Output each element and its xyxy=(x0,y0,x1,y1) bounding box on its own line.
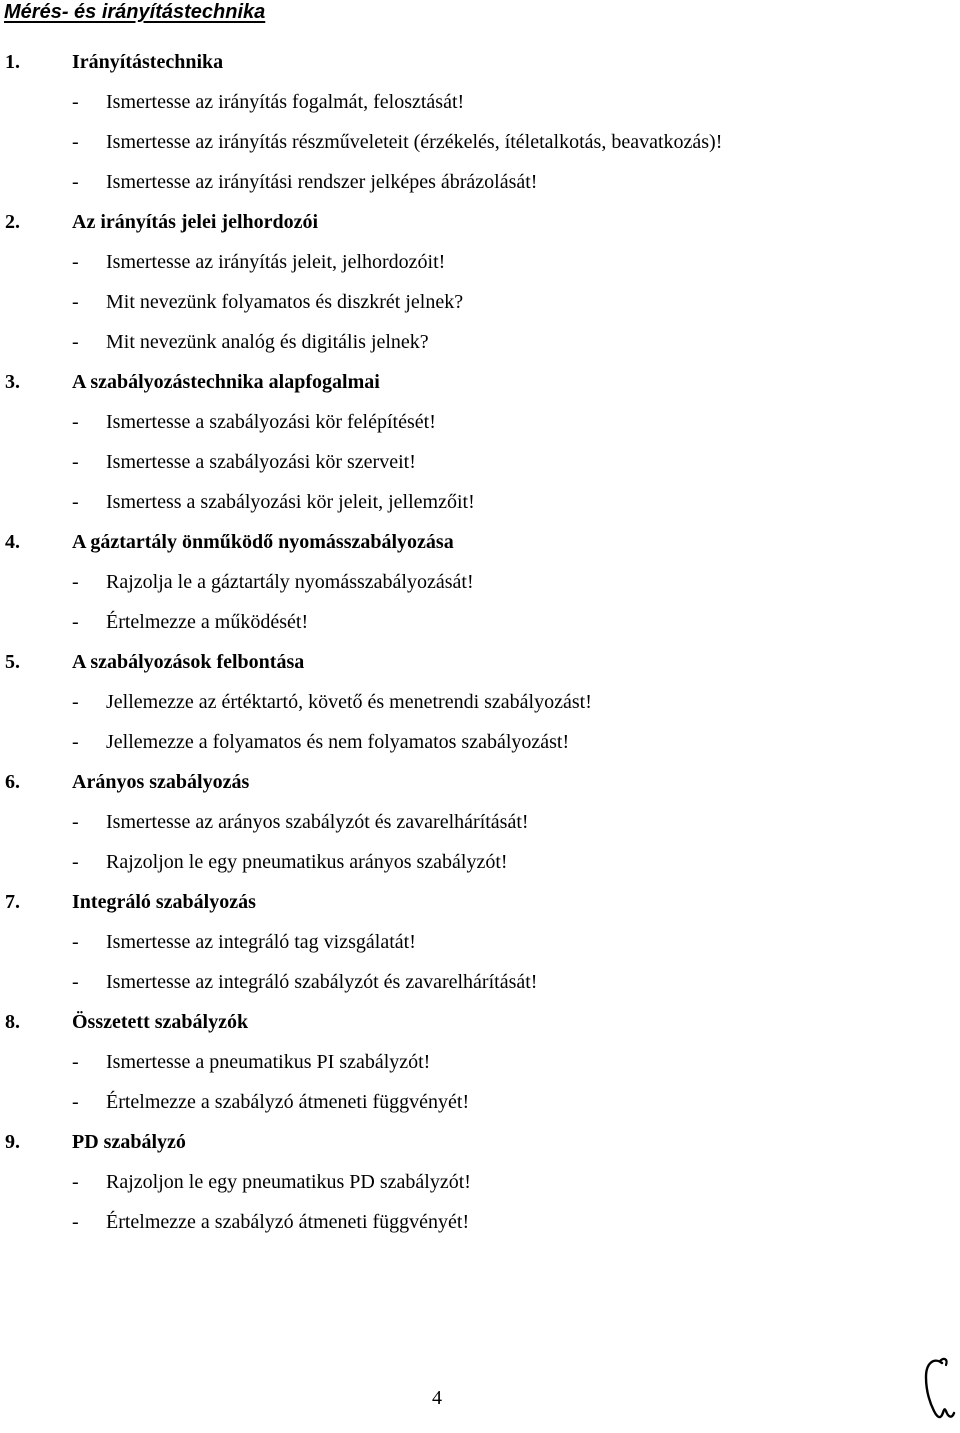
section-heading xyxy=(0,1002,960,1042)
list-item-text: Mit nevezünk analóg és digitális jelnek? xyxy=(106,331,429,353)
list-item-text: Ismertesse a szabályozási kör felépítését! xyxy=(106,411,436,433)
list-item-text: Ismertesse az integráló tag vizsgálatát! xyxy=(106,931,416,953)
section-number: 4. xyxy=(5,531,20,553)
list-item-text: Értelmezze a szabályzó átmeneti függvényét! xyxy=(106,1211,470,1233)
list-item-text: Ismertesse a szabályozási kör szerveit! xyxy=(106,451,416,473)
list-item xyxy=(0,282,960,322)
list-item xyxy=(0,962,960,1002)
bullet-dash: - xyxy=(72,571,79,593)
list-item xyxy=(0,602,960,642)
list-item-text: Ismertesse a pneumatikus PI szabályzót! xyxy=(106,1051,431,1073)
list-item xyxy=(0,442,960,482)
section-title: A szabályozástechnika alapfogalmai xyxy=(72,371,380,393)
bullet-dash: - xyxy=(72,251,79,273)
list-item-text: Rajzoljon le egy pneumatikus arányos szabályzót! xyxy=(106,851,508,873)
bullet-dash: - xyxy=(72,971,79,993)
list-item xyxy=(0,802,960,842)
section-number: 1. xyxy=(5,51,20,73)
bullet-dash: - xyxy=(72,931,79,953)
section-number: 3. xyxy=(5,371,20,393)
handwritten-signature xyxy=(920,1353,956,1429)
list-item-text: Ismertesse az irányítási rendszer jelképes ábrázolását! xyxy=(106,171,538,193)
bullet-dash: - xyxy=(72,1211,79,1233)
section-number: 6. xyxy=(5,771,20,793)
list-item-text: Értelmezze a működését! xyxy=(106,611,309,633)
bullet-dash: - xyxy=(72,691,79,713)
section-heading xyxy=(0,642,960,682)
list-item-text: Rajzolja le a gáztartály nyomásszabályozását! xyxy=(106,571,474,593)
section-heading xyxy=(0,522,960,562)
bullet-dash: - xyxy=(72,1051,79,1073)
section-heading xyxy=(0,362,960,402)
section-title: Arányos szabályozás xyxy=(72,771,250,793)
list-item xyxy=(0,1082,960,1122)
bullet-dash: - xyxy=(72,171,79,193)
list-item xyxy=(0,402,960,442)
list-item xyxy=(0,562,960,602)
bullet-dash: - xyxy=(72,1091,79,1113)
section-title: Integráló szabályozás xyxy=(72,891,256,913)
list-item-text: Jellemezze a folyamatos és nem folyamatos szabályozást! xyxy=(106,731,570,753)
list-item xyxy=(0,122,960,162)
list-item xyxy=(0,842,960,882)
section-heading xyxy=(0,762,960,802)
bullet-dash: - xyxy=(72,1171,79,1193)
section-list xyxy=(0,42,960,1242)
list-item xyxy=(0,482,960,522)
section-number: 8. xyxy=(5,1011,20,1033)
bullet-dash: - xyxy=(72,731,79,753)
document-title: Mérés- és irányítástechnika xyxy=(4,1,266,23)
page-number: 4 xyxy=(432,1387,442,1409)
section-title: Az irányítás jelei jelhordozói xyxy=(72,211,319,233)
list-item xyxy=(0,162,960,202)
section-number: 5. xyxy=(5,651,20,673)
list-item xyxy=(0,322,960,362)
section-heading xyxy=(0,202,960,242)
list-item-text: Értelmezze a szabályzó átmeneti függvényét! xyxy=(106,1091,470,1113)
bullet-dash: - xyxy=(72,811,79,833)
list-item xyxy=(0,922,960,962)
list-item-text: Ismertesse az irányítás részműveleteit (érzékelés, ítéletalkotás, beavatkozás)! xyxy=(106,131,723,153)
bullet-dash: - xyxy=(72,851,79,873)
bullet-dash: - xyxy=(72,291,79,313)
list-item-text: Ismertess a szabályozási kör jeleit, jellemzőit! xyxy=(106,491,475,513)
section-title: A szabályozások felbontása xyxy=(72,651,305,673)
list-item-text: Ismertesse az integráló szabályzót és zavarelhárítását! xyxy=(106,971,538,993)
list-item xyxy=(0,682,960,722)
section-heading xyxy=(0,1122,960,1162)
section-title: Irányítástechnika xyxy=(72,51,224,73)
list-item xyxy=(0,82,960,122)
list-item-text: Ismertesse az irányítás jeleit, jelhordozóit! xyxy=(106,251,446,273)
list-item-text: Ismertesse az arányos szabályzót és zavarelhárítását! xyxy=(106,811,529,833)
list-item xyxy=(0,1202,960,1242)
section-heading xyxy=(0,42,960,82)
list-item-text: Ismertesse az irányítás fogalmát, felosztását! xyxy=(106,91,465,113)
bullet-dash: - xyxy=(72,611,79,633)
section-heading xyxy=(0,882,960,922)
list-item-text: Mit nevezünk folyamatos és diszkrét jelnek? xyxy=(106,291,464,313)
list-item xyxy=(0,1162,960,1202)
list-item-text: Rajzoljon le egy pneumatikus PD szabályzót! xyxy=(106,1171,471,1193)
section-number: 2. xyxy=(5,211,20,233)
section-title: PD szabályzó xyxy=(72,1131,186,1153)
section-number: 9. xyxy=(5,1131,20,1153)
bullet-dash: - xyxy=(72,411,79,433)
list-item xyxy=(0,1042,960,1082)
section-number: 7. xyxy=(5,891,20,913)
section-title: Összetett szabályzók xyxy=(72,1011,249,1033)
bullet-dash: - xyxy=(72,131,79,153)
bullet-dash: - xyxy=(72,331,79,353)
list-item xyxy=(0,722,960,762)
list-item-text: Jellemezze az értéktartó, követő és menetrendi szabályozást! xyxy=(106,691,592,713)
section-title: A gáztartály önműködő nyomásszabályozása xyxy=(72,531,454,553)
list-item xyxy=(0,242,960,282)
bullet-dash: - xyxy=(72,451,79,473)
bullet-dash: - xyxy=(72,91,79,113)
bullet-dash: - xyxy=(72,491,79,513)
